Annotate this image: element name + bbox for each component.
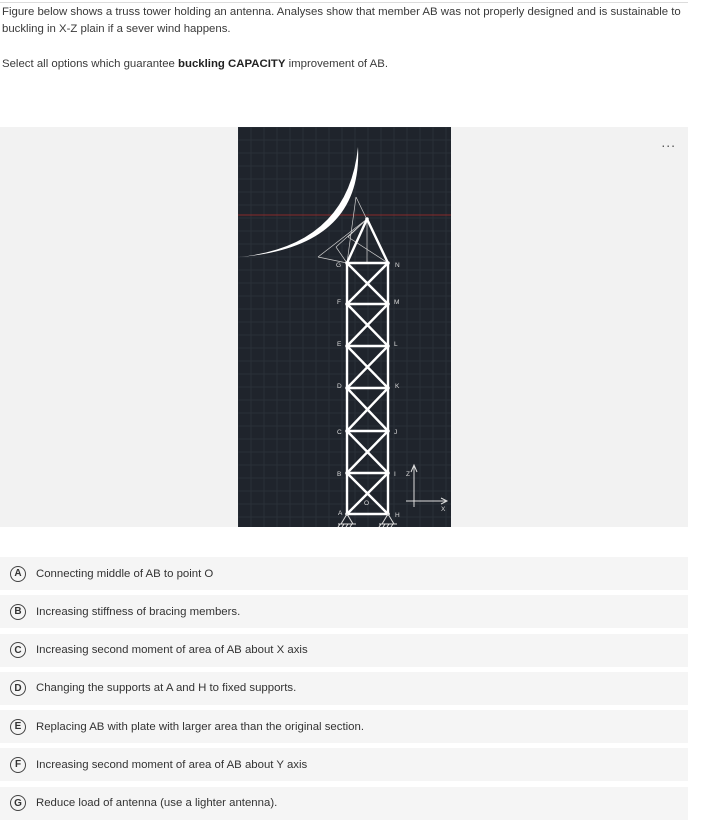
option-letter-badge: C	[10, 642, 26, 658]
node-label-M: M	[394, 299, 400, 306]
node-label-F: F	[337, 299, 341, 306]
figure-panel	[0, 127, 688, 527]
apex-node	[365, 217, 369, 221]
bracing-crossing-node	[366, 323, 370, 327]
option-label: Increasing second moment of area of AB about Y axis	[36, 758, 308, 771]
truss-tower-drawing	[238, 127, 451, 527]
truss-node	[386, 429, 390, 433]
option-label: Connecting middle of AB to point O	[36, 567, 214, 580]
node-label-N: N	[395, 262, 400, 269]
axis-x-label: X	[441, 506, 446, 513]
truss-node	[345, 261, 349, 265]
option-label: Replacing AB with plate with larger area than the original section.	[36, 720, 364, 733]
option-letter-badge: G	[10, 795, 26, 811]
node-label-K: K	[395, 383, 400, 390]
top-divider	[0, 2, 688, 3]
answer-options	[0, 557, 688, 825]
truss-node	[386, 302, 390, 306]
truss-node	[345, 386, 349, 390]
truss-node	[345, 344, 349, 348]
drawing-background	[238, 127, 451, 527]
instruction-emphasis: buckling CAPACITY	[178, 58, 286, 70]
node-label-J: J	[394, 429, 398, 436]
truss-node	[386, 386, 390, 390]
node-label-A: A	[338, 510, 343, 517]
option-c[interactable]	[0, 634, 688, 667]
question-description: Figure below shows a truss tower holding an antenna. Analyses show that member AB was not properly designed and is sustainable to buckling in X-Z plain if a sever wind happens.	[2, 6, 681, 35]
question-instruction	[2, 56, 692, 73]
node-label-H: H	[395, 512, 400, 519]
option-a[interactable]	[0, 557, 688, 590]
option-g[interactable]	[0, 787, 688, 820]
option-letter-badge: D	[10, 680, 26, 696]
option-label: Increasing stiffness of bracing members.	[36, 605, 241, 618]
truss-node	[345, 429, 349, 433]
truss-node	[386, 261, 390, 265]
node-label-I: I	[394, 471, 396, 478]
node-label-C: C	[337, 429, 342, 436]
more-options-icon[interactable]: ...	[661, 134, 676, 150]
node-label-O: O	[364, 500, 370, 507]
option-letter-badge: F	[10, 757, 26, 773]
truss-node	[345, 471, 349, 475]
truss-node	[386, 344, 390, 348]
bracing-crossing-node	[366, 492, 370, 496]
axis-z-label: Z	[406, 471, 410, 478]
node-label-E: E	[337, 341, 342, 348]
option-letter-badge: E	[10, 719, 26, 735]
option-f[interactable]	[0, 748, 688, 781]
node-label-D: D	[337, 383, 342, 390]
option-letter-badge: B	[10, 604, 26, 620]
option-label: Increasing second moment of area of AB about X axis	[36, 644, 308, 657]
bracing-crossing-node	[366, 365, 370, 369]
truss-node	[386, 471, 390, 475]
truss-node	[345, 302, 349, 306]
node-label-L: L	[394, 341, 398, 348]
instruction-text-end: improvement of AB.	[285, 58, 388, 70]
option-label: Reduce load of antenna (use a lighter antenna).	[36, 797, 278, 810]
bracing-crossing-node	[366, 408, 370, 412]
option-b[interactable]	[0, 595, 688, 628]
option-letter-badge: A	[10, 566, 26, 582]
node-label-B: B	[337, 471, 342, 478]
option-d[interactable]	[0, 672, 688, 705]
bracing-crossing-node	[366, 450, 370, 454]
option-e[interactable]	[0, 710, 688, 743]
question-text	[2, 4, 692, 73]
option-label: Changing the supports at A and H to fixed supports.	[36, 682, 297, 695]
node-label-G: G	[336, 262, 342, 269]
bracing-crossing-node	[366, 282, 370, 286]
instruction-text: Select all options which guarantee	[2, 58, 179, 70]
